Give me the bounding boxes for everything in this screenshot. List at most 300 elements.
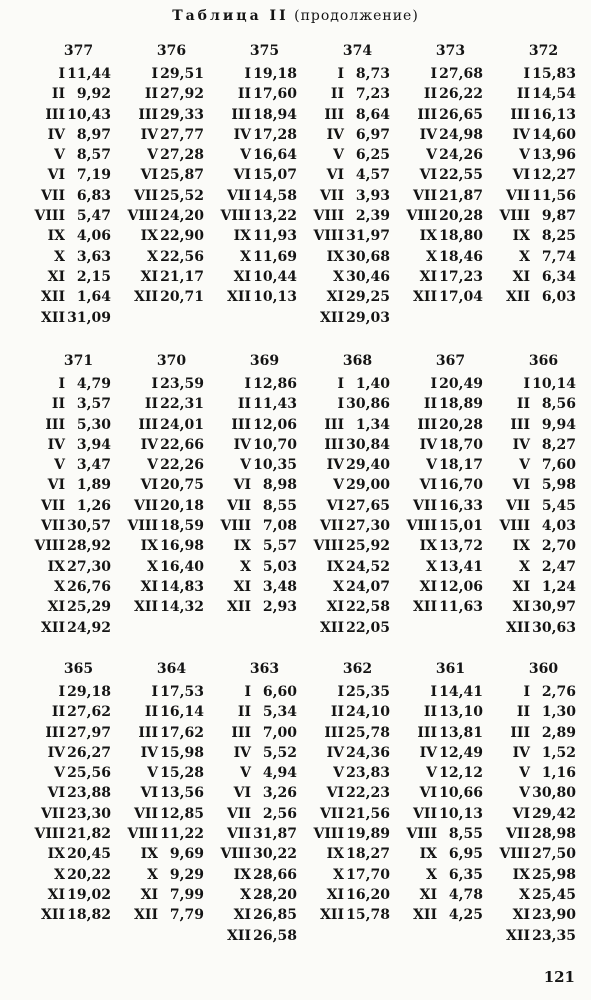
table-row [115,435,208,455]
month-label: X [240,248,251,265]
month-label: IV [512,744,530,761]
table-row [394,763,487,783]
month-label: III [45,106,65,123]
table-row [487,865,580,885]
month-label: X [426,558,437,575]
month-label: XI [419,886,437,903]
table-row [394,105,487,125]
value-cell: 28,20 [253,886,297,903]
month-label: I [337,684,344,700]
value-cell: 23,90 [532,907,576,924]
table-row [394,267,487,287]
value-cell: 7,74 [541,248,576,265]
table-row [208,84,301,104]
month-label: VIII [127,518,158,535]
month-label: IV [140,436,158,453]
month-label: IV [140,744,158,761]
value-cell: 4,03 [541,518,576,535]
year-column [487,660,580,946]
table-row [115,723,208,743]
table-row [208,557,301,577]
table-row [301,267,394,287]
table-row [301,455,394,475]
table-row [115,844,208,864]
table-row [487,206,580,226]
month-label: XII [506,927,530,944]
value-cell: 30,46 [346,268,390,285]
month-label: V [426,765,437,782]
table-row [487,536,580,556]
month-label: IV [419,744,437,761]
table-row [208,783,301,803]
table-row [301,885,394,905]
table-row [487,577,580,597]
table-row [115,186,208,206]
table-row [394,885,487,905]
table-row [22,743,115,763]
month-label: IV [419,126,437,143]
table-row [394,783,487,803]
table-row [487,844,580,864]
table-row [301,763,394,783]
month-label: X [519,886,530,903]
month-label: IX [512,538,530,555]
table-row [487,374,580,394]
value-cell: 15,78 [346,907,390,924]
value-cell: 3,57 [76,396,111,413]
table-row [487,435,580,455]
table-row [115,536,208,556]
month-label: XII [41,907,65,924]
table-row [115,824,208,844]
value-cell: 18,46 [439,248,483,265]
table-row [115,682,208,702]
value-cell: 13,72 [439,538,483,555]
value-cell: 3,26 [262,785,297,802]
value-cell: 27,68 [439,66,483,82]
table-row [115,455,208,475]
month-label: I [523,66,530,82]
month-label: VIII [313,538,344,555]
value-cell: 27,92 [160,86,204,103]
value-cell: 27,65 [346,497,390,514]
month-label: VII [41,518,65,535]
value-cell: 31,87 [253,826,297,843]
table-row [394,186,487,206]
value-cell: 24,98 [439,126,483,143]
table-row [301,804,394,824]
month-label: V [333,147,344,164]
month-label: I [244,376,251,392]
table-row [487,247,580,267]
table-row [394,374,487,394]
table-row [22,597,115,617]
value-cell: 1,89 [76,477,111,494]
value-cell: 16,14 [160,704,204,721]
table-row [394,206,487,226]
table-row [22,516,115,536]
value-cell: 4,57 [355,167,390,184]
month-label: XI [326,289,344,306]
month-label: V [519,147,530,164]
value-cell: 23,83 [346,765,390,782]
table-row [22,64,115,84]
value-cell: 6,35 [448,866,483,883]
value-cell: 25,98 [532,866,576,883]
month-label: II [516,396,530,413]
month-label: XI [512,599,530,616]
table-row [487,226,580,246]
table-row [394,415,487,435]
month-label: III [138,724,158,741]
month-label: X [54,866,65,883]
table-row [22,394,115,414]
value-cell: 8,73 [355,66,390,82]
month-label: VIII [127,826,158,843]
year-column [22,42,115,328]
table-row [394,597,487,617]
table-row [208,455,301,475]
table-row [487,926,580,946]
table-row [394,577,487,597]
value-cell: 27,97 [67,724,111,741]
table-row [487,267,580,287]
value-cell: 26,22 [439,86,483,103]
month-label: I [58,66,65,82]
value-cell: 13,22 [253,208,297,225]
value-cell: 18,70 [439,436,483,453]
table-row [22,844,115,864]
month-label: VIII [34,208,65,225]
table-row [394,226,487,246]
month-label: II [423,86,437,103]
value-cell: 30,68 [346,248,390,265]
month-label: XI [140,268,158,285]
month-label: XI [326,599,344,616]
month-label: I [151,376,158,392]
month-label: X [147,558,158,575]
month-label: I [523,684,530,700]
table-row [22,105,115,125]
month-label: IX [140,846,158,863]
year-column [394,42,487,308]
table-row [394,84,487,104]
table-row [487,165,580,185]
value-cell: 20,22 [67,866,111,883]
month-label: VIII [34,538,65,555]
month-label: X [147,866,158,883]
month-label: I [58,684,65,700]
value-cell: 30,63 [532,619,576,636]
month-label: V [54,147,65,164]
month-label: II [423,396,437,413]
value-cell: 17,53 [160,684,204,700]
month-label: III [324,106,344,123]
table-row [208,415,301,435]
value-cell: 5,52 [262,744,297,761]
table-row [22,287,115,307]
value-cell: 20,18 [160,497,204,514]
month-label: IV [233,436,251,453]
value-cell: 25,87 [160,167,204,184]
table-row [115,496,208,516]
table-row [394,165,487,185]
value-cell: 20,45 [67,846,111,863]
table-row [301,374,394,394]
value-cell: 16,98 [160,538,204,555]
value-cell: 22,23 [346,785,390,802]
month-label: III [324,724,344,741]
month-label: VI [512,805,530,822]
month-label: VI [326,497,344,514]
month-label: VI [140,477,158,494]
value-cell: 15,98 [160,744,204,761]
year-column [208,660,301,946]
value-cell: 13,81 [439,724,483,741]
value-cell: 24,07 [346,578,390,595]
column-number: 375 [249,43,280,59]
month-label: I [337,376,344,392]
value-cell: 24,26 [439,147,483,164]
value-cell: 6,97 [355,126,390,143]
month-label: XII [413,599,437,616]
month-label: V [147,765,158,782]
table-row [301,287,394,307]
value-cell: 16,40 [160,558,204,575]
value-cell: 11,63 [439,599,483,616]
column-number: 364 [156,661,187,677]
value-cell: 8,25 [541,228,576,245]
value-cell: 8,98 [262,477,297,494]
value-cell: 8,27 [541,436,576,453]
month-label: VIII [313,826,344,843]
table-row [487,145,580,165]
column-number: 363 [249,661,280,677]
month-label: VI [140,167,158,184]
table-row [22,267,115,287]
year-column [487,42,580,308]
value-cell: 16,33 [439,497,483,514]
value-cell: 22,58 [346,599,390,616]
table-row [22,885,115,905]
table-row [208,597,301,617]
month-label: VII [41,187,65,204]
table-row [208,165,301,185]
month-label: II [423,704,437,721]
month-label: I [244,684,251,700]
month-label: X [333,866,344,883]
month-label: II [330,704,344,721]
value-cell: 11,44 [67,66,111,82]
column-number: 374 [342,43,373,59]
value-cell: 14,54 [532,86,576,103]
table-row [22,496,115,516]
month-label: VIII [406,826,437,843]
table-row [394,455,487,475]
value-cell: 12,12 [439,765,483,782]
month-label: I [151,684,158,700]
table-row [487,186,580,206]
value-cell: 27,28 [160,147,204,164]
table-row [301,145,394,165]
month-label: II [144,86,158,103]
value-cell: 7,60 [541,457,576,474]
table-row [208,804,301,824]
table-row [208,374,301,394]
value-cell: 4,79 [76,376,111,392]
value-cell: 14,41 [439,684,483,700]
month-label: VII [506,497,530,514]
month-label: IX [326,248,344,265]
table-row [208,125,301,145]
month-label: V [147,147,158,164]
month-label: XII [227,599,251,616]
table-row [208,577,301,597]
page-title [0,8,591,24]
month-label: V [240,765,251,782]
column-number: 365 [63,661,94,677]
value-cell: 22,26 [160,457,204,474]
year-column [394,660,487,926]
month-label: V [240,147,251,164]
table-row [394,804,487,824]
value-cell: 4,25 [448,907,483,924]
value-cell: 27,30 [346,518,390,535]
table-row [394,743,487,763]
value-cell: 30,22 [253,846,297,863]
month-label: VII [320,187,344,204]
table-row [22,308,115,328]
month-label: V [147,457,158,474]
table-row [22,618,115,638]
value-cell: 26,76 [67,578,111,595]
value-cell: 8,64 [355,106,390,123]
value-cell: 9,92 [76,86,111,103]
table-row [208,885,301,905]
table-row [301,516,394,536]
month-label: X [333,268,344,285]
month-label: X [54,248,65,265]
year-column [22,660,115,926]
table-row [115,702,208,722]
value-cell: 10,35 [253,457,297,474]
table-row [394,844,487,864]
value-cell: 2,47 [541,558,576,575]
value-cell: 6,60 [262,684,297,700]
month-label: XII [320,907,344,924]
month-label: X [519,248,530,265]
month-label: VIII [406,518,437,535]
table-row [208,743,301,763]
month-label: IV [326,126,344,143]
value-cell: 15,01 [439,518,483,535]
table-row [208,435,301,455]
table-row [301,743,394,763]
month-label: VII [227,187,251,204]
value-cell: 22,66 [160,436,204,453]
value-cell: 30,97 [532,599,576,616]
month-label: VI [419,785,437,802]
month-label: V [333,765,344,782]
value-cell: 17,60 [253,86,297,103]
value-cell: 22,56 [160,248,204,265]
value-cell: 10,44 [253,268,297,285]
table-row [394,435,487,455]
month-label: XI [47,268,65,285]
table-row [394,64,487,84]
table-row [115,865,208,885]
value-cell: 16,13 [532,106,576,123]
value-cell: 2,89 [541,724,576,741]
value-cell: 7,08 [262,518,297,535]
value-cell: 18,27 [346,846,390,863]
value-cell: 8,55 [262,497,297,514]
table-row [208,905,301,925]
table-row [394,475,487,495]
table-row [22,84,115,104]
month-label: IX [233,866,251,883]
table-row [301,618,394,638]
month-label: XII [41,619,65,636]
value-cell: 24,52 [346,558,390,575]
value-cell: 24,92 [67,619,111,636]
month-label: II [51,396,65,413]
table-row [301,415,394,435]
value-cell: 29,25 [346,289,390,306]
value-cell: 12,86 [253,376,297,392]
month-label: VI [140,785,158,802]
table-row [394,516,487,536]
value-cell: 9,69 [169,846,204,863]
month-label: XII [134,289,158,306]
value-cell: 25,56 [67,765,111,782]
month-label: V [519,785,530,802]
year-column [208,42,301,308]
value-cell: 6,95 [448,846,483,863]
year-column [115,352,208,618]
year-column [301,42,394,328]
value-cell: 20,75 [160,477,204,494]
month-label: V [519,765,530,782]
table-row [487,597,580,617]
table-row [115,287,208,307]
table-row [301,865,394,885]
month-label: III [231,106,251,123]
value-cell: 11,22 [160,826,204,843]
table-row [394,905,487,925]
column-number: 369 [249,353,280,369]
month-label: III [510,416,530,433]
table-row [301,186,394,206]
table-row [208,186,301,206]
table-row [301,206,394,226]
value-cell: 9,94 [541,416,576,433]
table-row [487,475,580,495]
month-label: XI [419,268,437,285]
table-row [22,577,115,597]
year-column [22,352,115,638]
table-row [208,226,301,246]
month-label: II [51,704,65,721]
month-label: II [51,86,65,103]
table-row [115,804,208,824]
month-label: VIII [313,228,344,245]
month-label: II [144,396,158,413]
month-label: XI [47,886,65,903]
value-cell: 17,28 [253,126,297,143]
table-row [301,682,394,702]
table-row [487,905,580,925]
